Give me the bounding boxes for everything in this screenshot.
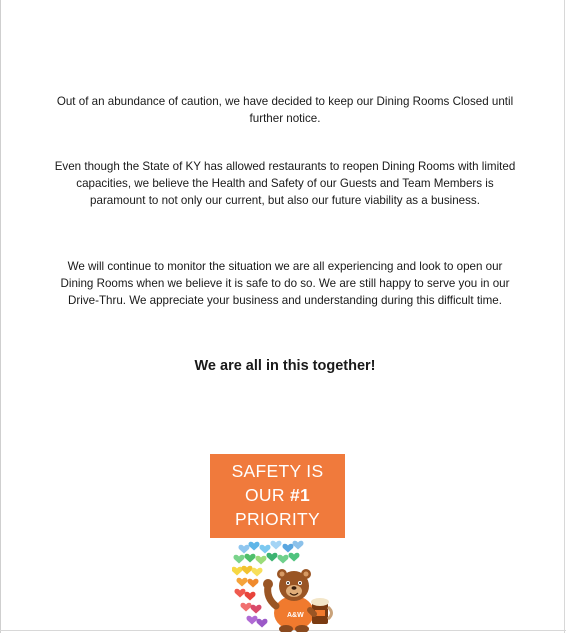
banner-line-2-number: #1 xyxy=(289,485,311,505)
page-edge-left xyxy=(0,0,1,633)
banner-line-2 xyxy=(210,483,345,507)
notice-headline: We are all in this together! xyxy=(194,358,376,374)
banner-line-1: SAFETY IS xyxy=(231,461,324,481)
banner-line-3: PRIORITY xyxy=(234,509,321,529)
hearts-and-bear-illustration xyxy=(232,540,344,632)
svg-text:A&W: A&W xyxy=(287,612,304,619)
safety-banner xyxy=(210,454,345,538)
notice-paragraph-closed: Out of an abundance of caution, we have decided to keep our Dining Rooms Closed until further notice. xyxy=(56,95,514,125)
notice-paragraph-drive-thru: We will continue to monitor the situation we are all experiencing and look to open our Dining Rooms when we believe it is safe to do so. We are still happy to serve you in our Drive-Thru. We appreciate your business and understanding during this difficult time. xyxy=(60,260,510,307)
bear-figure xyxy=(263,569,332,632)
bear-mascot-icon xyxy=(232,540,344,632)
notice-paragraph-health-safety: Even though the State of KY has allowed restaurants to reopen Dining Rooms with limited capacities, we believe the Health and Safety of our Guests and Team Members is paramount to not only our current, but also our future viability as a business. xyxy=(54,160,516,207)
banner-line-2-prefix: OUR xyxy=(244,485,290,505)
page-edge-right xyxy=(564,0,565,633)
